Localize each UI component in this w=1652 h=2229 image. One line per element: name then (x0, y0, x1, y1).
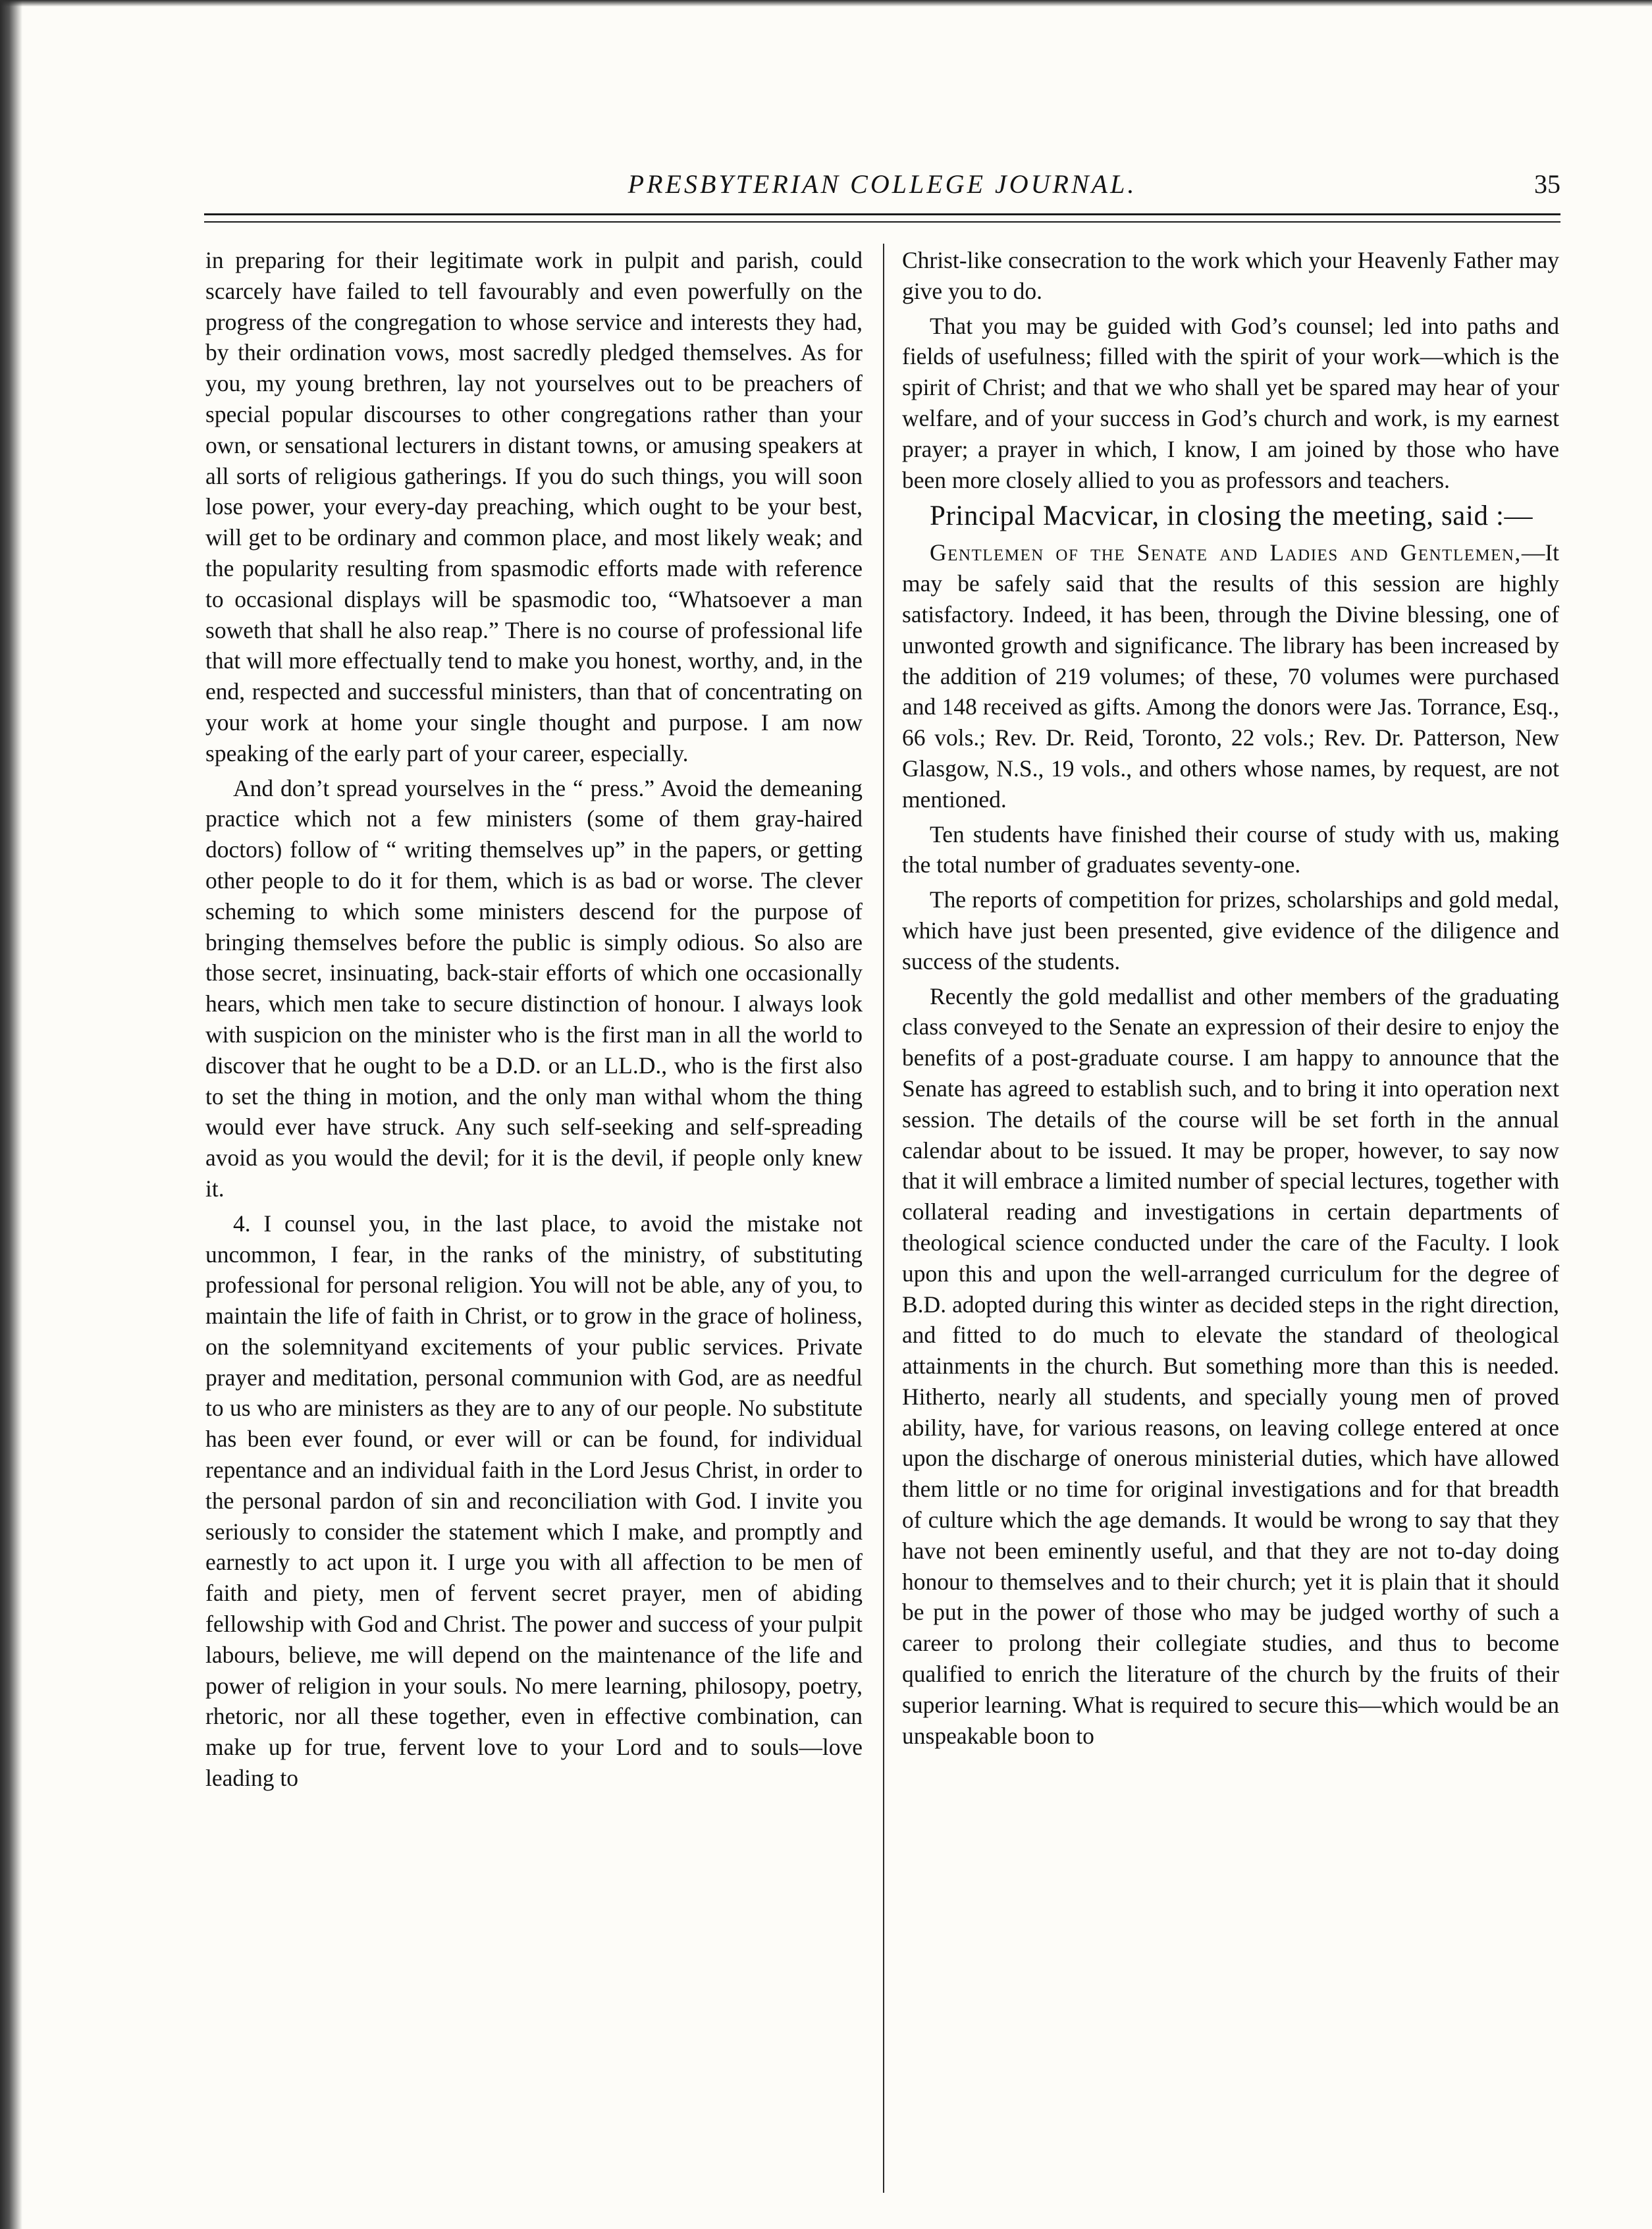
paragraph: The reports of competition for prizes, scholarships and gold medal, which have just been presented, give evidence of the diligence and success of the students. (902, 886, 1559, 975)
paragraph: in preparing for their legitimate work in pulpit and parish, could scarcely have failed to tell favourably and even powerfully on the progress of the congregation to whose service and interests they had, by their ordination vows, most sacredly pledged themselves. As for you, my young brethren, lay not yourselves out to be preachers of special popular discourses to other congregations rather than your own, or sensational lecturers in distant towns, or amusing speakers at all sorts of religious gatherings. If you do such things, you will soon lose power, your every-day preaching, which ought to be your best, will get to be ordinary and common place, and most likely weak; and the popularity resulting from spasmodic efforts made with reference to occasional displays will be spasmodic too, “Whatsoever a man soweth that shall he also reap.” There is no course of professional life that will more effectually tend to make you honest, worthy, and, in the end, respected and successful ministers, than that of concentrating on your work at home your single thought and purpose. I am now speaking of the early part of your career, especially. (205, 247, 863, 766)
page-header (204, 163, 1560, 205)
paragraph: Christ-like consecration to the work which your Heavenly Father may give you to do. (902, 247, 1559, 304)
page-top-edge (0, 0, 1652, 7)
address-opening-paragraph (902, 537, 1559, 815)
salutation: Gentlemen of the Senate and Ladies and Gentlemen, (930, 539, 1522, 566)
right-column (902, 245, 1559, 1755)
salutation-continuation: —It may be safely said that the results of this session are highly satisfactory. Indeed, it has been, through the Divine blessing, one of unwonted growth and significance. The library has been increased by the addition of 219 volumes; of these, 70 volumes were purchased and 148 received as gifts. Among the donors were Jas. Torrance, Esq., 66 vols.; Rev. Dr. Reid, Toronto, 22 vols.; Rev. Dr. Patterson, New Glasgow, N.S., 19 vols., and others whose names, by request, are not mentioned. (902, 539, 1559, 813)
header-rule-top (204, 213, 1560, 215)
running-title: PRESBYTERIAN COLLEGE JOURNAL. (627, 169, 1137, 199)
left-column (205, 245, 863, 1798)
paragraph: And don’t spread yourselves in the “ press.” Avoid the demeaning practice which not a few ministers (some of them gray-haired doctors) follow of “ writing themselves up” in the papers, or getting other people to do it for them, which is as bad or worse. The clever scheming to which some ministers descend for the purpose of bringing themselves before the public is simply odious. So also are those secret, insinuating, back-stair efforts of which one occasionally hears, which men take to secure distinction of honour. I always look with suspicion on the minister who is the first man in all the world to discover that he ought to be a D.D. or an LL.D., who is the first also to set the thing in motion, and the only man withal whom the thing would ever have struck. Any such self-seeking and self-spreading avoid as you would the devil; for it is the devil, if people only knew it. (205, 774, 863, 1202)
paragraph: 4. I counsel you, in the last place, to avoid the mistake not uncommon, I fear, in the ranks of the ministry, of substituting professional for personal religion. You will not be able, any of you, to maintain the life of faith in Christ, or to grow in the grace of holiness, on the solemnityand excitements of your public services. Private prayer and meditation, personal communion with God, are as needful to us who are ministers as they are to any of our people. No substitute has been ever found, or ever will or can be found, for individual repentance and an individual faith in the Lord Jesus Christ, in order to the personal pardon of sin and reconciliation with God. I invite you seriously to consider the statement which I make, and promptly and earnestly to act upon it. I urge you with all affection to be men of faith and piety, men of fervent secret prayer, men of abiding fellowship with God and Christ. The power and success of your pulpit labours, believe, me will depend on the maintenance of the life and power of religion in your souls. No mere learning, philosopy, poetry, rhetoric, nor all these together, even in effective combination, can make up for true, fervent love to your Lord and to souls—love leading to (205, 1210, 863, 1792)
paragraph: That you may be guided with God’s counsel; led into paths and fields of usefulness; filled with the spirit of your work—which is the spirit of Christ; and that we who shall yet be spared may hear of your welfare, and of your success in God’s church and work, is my earnest prayer; a prayer in which, I know, I am joined by those who have been more closely allied to you as professors and teachers. (902, 312, 1559, 493)
column-divider (883, 244, 884, 2193)
page-number: 35 (1534, 169, 1560, 199)
paragraph: Recently the gold medallist and other members of the graduating class conveyed to the Senate an expression of their desire to enjoy the benefits of a post-graduate course. I am happy to announce that the Senate has agreed to establish such, and to bring it into operation next session. The details of the course will be set forth in the annual calendar about to be issued. It may be proper, however, to say now that it will embrace a limited number of special lectures, together with collateral reading and investigations in certain departments of theological science conducted under the care of the Faculty. I look upon this and upon the well-arranged curriculum for the degree of B.D. adopted during this winter as decided steps in the right direction, and fitted to do much to elevate the standard of theological attainments in the church. But something more than this is needed. Hitherto, nearly all students, and specially young men of proved ability, have, for various reasons, on leaving college entered at once upon the discharge of onerous ministerial duties, which have allowed them little or no time for original investigations and for that breadth of culture which the age demands. It would be wrong to say that they have not been eminently useful, and that they are not to-day doing honour to themselves and to their church; yet it is plain that it should be put in the power of those who may be judged worthy of such a career to prolong their collegiate studies, and thus to become qualified to enrich the literature of the church by the fruits of their superior learning. What is required to secure this—which would be an unspeakable boon to (902, 982, 1559, 1749)
book-spine-shadow (0, 0, 22, 2229)
paragraph: Ten students have finished their course of study with us, making the total number of graduates seventy-one. (902, 820, 1559, 878)
header-rule-bottom (204, 221, 1560, 223)
section-heading: Principal Macvicar, in closing the meeting, said :— (930, 500, 1533, 532)
